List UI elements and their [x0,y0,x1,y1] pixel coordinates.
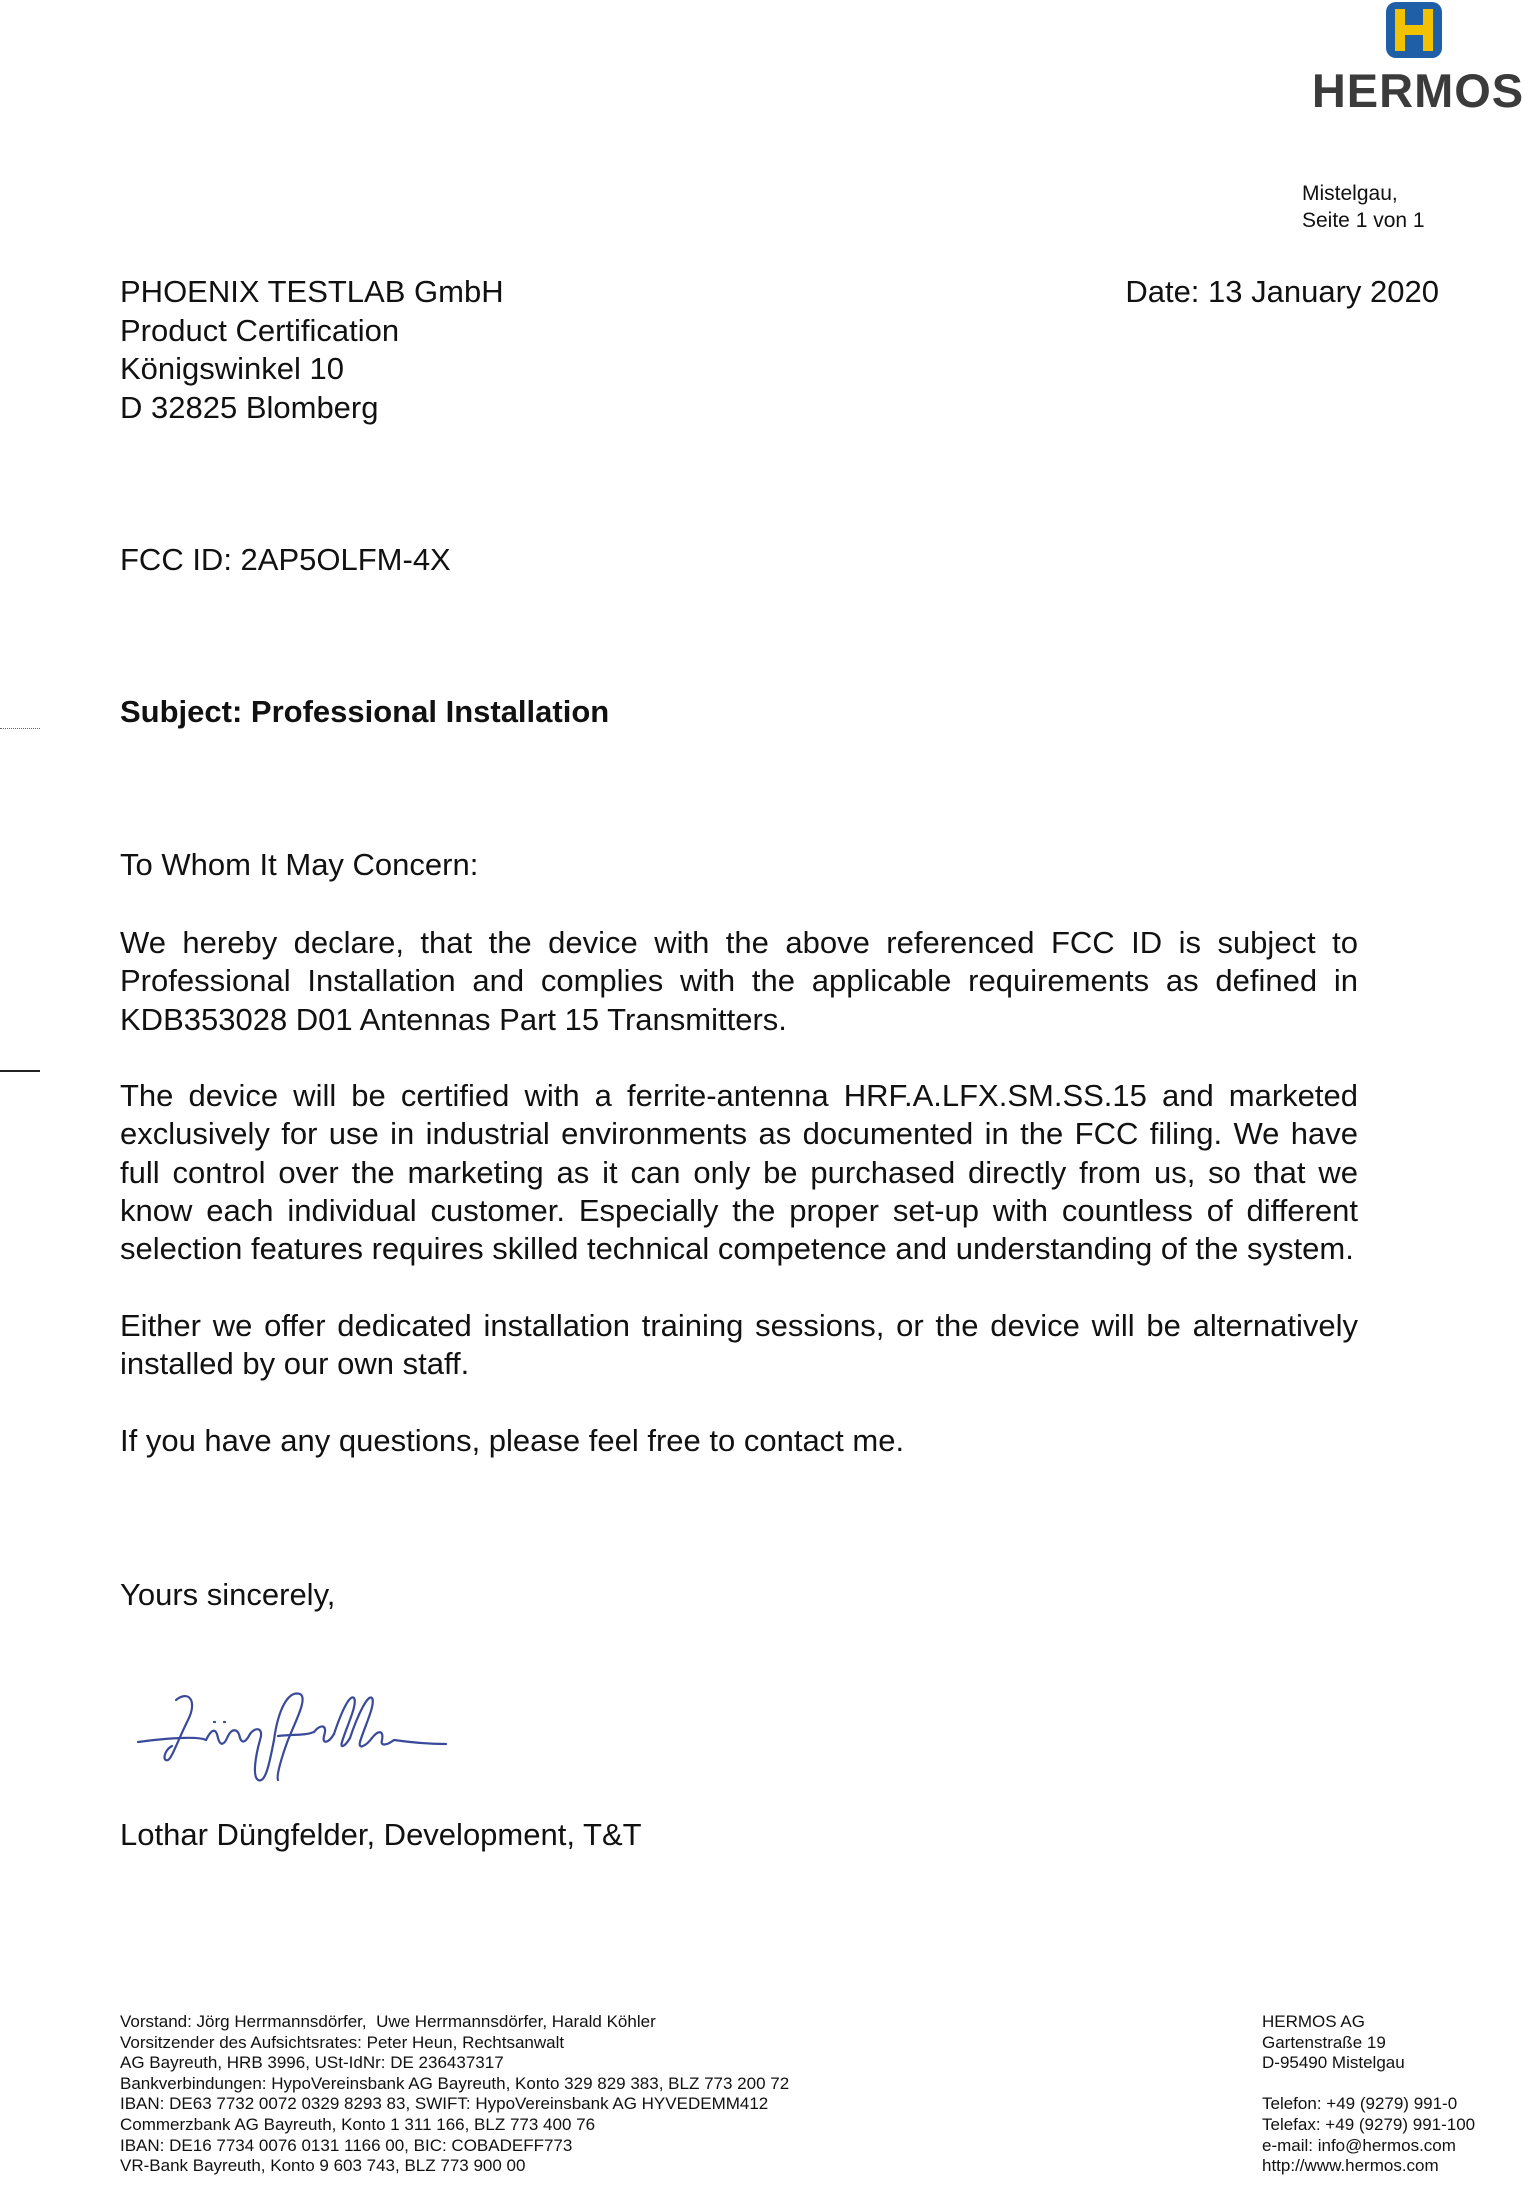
recipient-address [120,273,504,427]
footer-email: e-mail: info@hermos.com [1262,2135,1456,2155]
fold-mark [0,728,40,729]
footer-line: IBAN: DE16 7734 0076 0131 1166 00, BIC: COBADEFF773 [120,2135,573,2155]
footer-company-registration [120,2012,789,2177]
signer-name: Lothar Düngfelder, Development, T&T [120,1817,642,1852]
footer-spacer [1262,2074,1475,2095]
body-paragraph-installation: Either we offer dedicated installation training sessions, or the device will be alternatively installed by our own staff. [120,1308,1358,1382]
header-place-block [1302,180,1425,234]
footer-street: Gartenstraße 19 [1262,2032,1386,2052]
footer-line: Bankverbindungen: HypoVereinsbank AG Bayreuth, Konto 329 829 383, BLZ 773 200 72 [120,2073,790,2093]
footer-line: Vorsitzender des Aufsichtsrates: Peter Heun, Rechtsanwalt [120,2032,565,2052]
company-logo [1298,0,1538,115]
salutation: To Whom It May Concern: [120,847,479,882]
recipient-department: Product Certification [120,312,400,348]
recipient-city: D 32825 Blomberg [120,389,379,425]
footer-company-contact [1262,2012,1475,2177]
body-paragraph-antenna: The device will be certified with a ferrite-antenna HRF.A.LFX.SM.SS.15 and marketed exclusively for use in industrial environments as documented in the FCC filing. We have full control over the marketing as it can only be purchased directly from us, so that we know each individual customer. Especially the proper set-up with countless of different selection features requires skilled technical competence and understanding of the system. [120,1078,1358,1267]
closing: Yours sincerely, [120,1577,336,1612]
footer-line: AG Bayreuth, HRB 3996, USt-IdNr: DE 236437317 [120,2053,504,2073]
letter-date: Date: 13 January 2020 [1125,274,1439,309]
footer-line: Vorstand: Jörg Herrmannsdörfer, Uwe Herrmannsdörfer, Harald Köhler [120,2012,656,2031]
fcc-id: FCC ID: 2AP5OLFM-4X [120,542,451,577]
recipient-company: PHOENIX TESTLAB GmbH [120,274,504,309]
footer-website: http://www.hermos.com [1262,2156,1439,2176]
footer-line: Commerzbank AG Bayreuth, Konto 1 311 166, BLZ 773 400 76 [120,2114,596,2134]
footer-phone: Telefon: +49 (9279) 991-0 [1262,2094,1458,2114]
recipient-street: Königswinkel 10 [120,351,345,386]
subject-line: Subject: Professional Installation [120,694,610,729]
body-paragraph-declaration: We hereby declare, that the device with the above referenced FCC ID is subject to Professional Installation and complies with the applicable requirements as defined in KDB353028 D01 Antennas Part 15 Transmitters. [120,925,1358,1037]
footer-line: VR-Bank Bayreuth, Konto 9 603 743, BLZ 773 900 00 [120,2156,526,2176]
footer-city: D-95490 Mistelgau [1262,2053,1405,2073]
header-page-number: Seite 1 von 1 [1302,209,1425,232]
footer-company-name: HERMOS AG [1262,2012,1365,2031]
header-place: Mistelgau, [1302,182,1398,205]
footer-fax: Telefax: +49 (9279) 991-100 [1262,2114,1476,2134]
footer-line: IBAN: DE63 7732 0072 0329 8293 83, SWIFT: HypoVereinsbank AG HYVEDEMM412 [120,2094,769,2114]
punch-mark [0,1070,40,1072]
logo-wordmark: HERMOS [1311,64,1525,117]
body-paragraph-contact: If you have any questions, please feel free to contact me. [120,1423,905,1458]
signature-image [128,1680,458,1790]
hermos-logo-mark-icon [1384,0,1444,60]
